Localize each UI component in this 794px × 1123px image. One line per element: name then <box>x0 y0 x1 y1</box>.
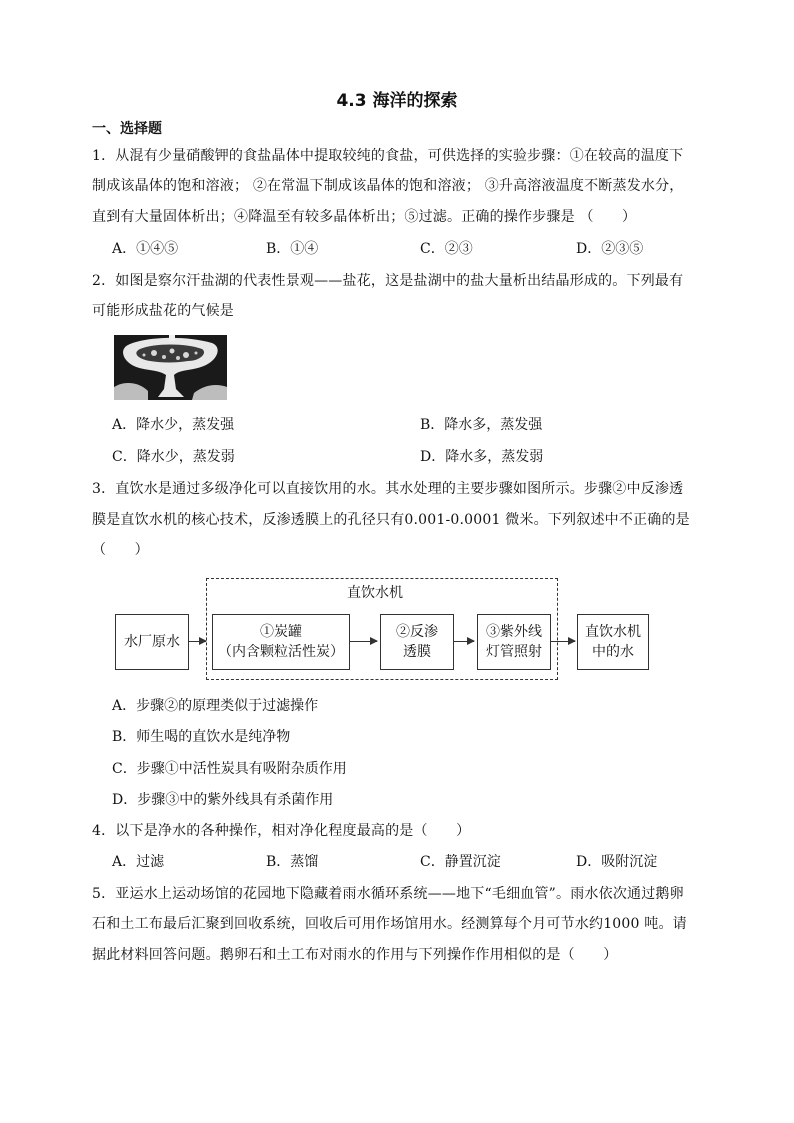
page-title: 4.3 海洋的探索 <box>336 91 458 111</box>
q4-option-b: B．蒸馏 <box>266 854 319 870</box>
step1-carbon-box <box>212 614 350 670</box>
q1-line-3: 直到有大量固体析出；④降温至有较多晶体析出；⑤过滤。正确的操作步骤是 （ ） <box>92 209 637 225</box>
q1-line-2: 制成该晶体的饱和溶液； ②在常温下制成该晶体的饱和溶液； ③升高溶液温度不断蒸发水分， <box>92 178 684 194</box>
q3-option-a: A．步骤②的原理类似于过滤操作 <box>112 698 319 714</box>
source-water-label: 水厂原水 <box>124 634 180 650</box>
section-heading: 一、选择题 <box>92 121 162 137</box>
q2-option-a: A．降水少，蒸发强 <box>112 417 235 433</box>
q4-option-c: C．静置沉淀 <box>420 854 501 870</box>
step3-uv-box <box>477 614 551 670</box>
q4-option-d: D．吸附沉淀 <box>576 854 658 870</box>
q4-option-a: A．过滤 <box>112 854 165 870</box>
output-water-box <box>577 614 649 670</box>
arrow-1 <box>189 641 206 642</box>
q3-line-3: （ ） <box>92 542 149 558</box>
salt-flower-image <box>114 335 227 400</box>
q2-option-b: B．降水多，蒸发强 <box>420 417 543 433</box>
q3-option-d: D．步骤③中的紫外线具有杀菌作用 <box>112 792 334 808</box>
q5-line-3: 据此材料回答问题。鹅卵石和土工布对雨水的作用与下列操作作用相似的是（ ） <box>92 947 618 963</box>
q1-option-b: B．①④ <box>266 241 319 257</box>
step3-label-line2: 灯管照射 <box>486 644 542 660</box>
q2-option-d: D．降水多，蒸发弱 <box>420 449 544 465</box>
output-label-line2: 中的水 <box>592 644 634 660</box>
arrow-4 <box>551 641 575 642</box>
q3-option-b: B．师生喝的直饮水是纯净物 <box>112 729 291 745</box>
q3-line-2: 膜是直饮水机的核心技术，反渗透膜上的孔径只有0.001-0.0001 微米。下列叙述中不正确的是 <box>92 512 690 528</box>
q1-option-c: C．②③ <box>420 241 473 257</box>
q2-line-1: 2．如图是察尔汗盐湖的代表性景观——盐花，这是盐湖中的盐大量析出结晶形成的。下列最有 <box>92 273 684 289</box>
step1-label-line1: ①炭罐 <box>260 624 302 640</box>
q1-option-d: D．②③⑤ <box>576 241 644 257</box>
step2-membrane-box <box>380 614 454 670</box>
step2-label-line2: 透膜 <box>403 644 431 660</box>
step3-label-line1: ③紫外线 <box>486 624 542 640</box>
q4-line-1: 4．以下是净水的各种操作，相对净化程度最高的是（ ） <box>92 823 471 839</box>
q5-line-2: 石和土工布最后汇聚到回收系统，回收后可用作场馆用水。经测算每个月可节水约1000 吨。请 <box>92 916 687 932</box>
arrow-2 <box>350 641 377 642</box>
step1-label-line2: （内含颗粒活性炭） <box>218 644 344 660</box>
step2-label-line1: ②反渗 <box>396 624 438 640</box>
source-water-box <box>115 614 189 670</box>
q2-option-c: C．降水少，蒸发弱 <box>112 449 235 465</box>
arrow-3 <box>454 641 474 642</box>
q1-option-a: A．①④⑤ <box>112 241 179 257</box>
q3-option-c: C．步骤①中活性炭具有吸附杂质作用 <box>112 761 347 777</box>
q1-line-1: 1．从混有少量硝酸钾的食盐晶体中提取较纯的食盐，可供选择的实验步骤：①在较高的温度下 <box>92 148 684 164</box>
q3-line-1: 3．直饮水是通过多级净化可以直接饮用的水。其水处理的主要步骤如图所示。步骤②中反渗透 <box>92 481 684 497</box>
q2-line-2: 可能形成盐花的气候是 <box>92 303 234 319</box>
output-label-line1: 直饮水机 <box>585 624 641 640</box>
q5-line-1: 5．亚运水上运动场馆的花园地下隐藏着雨水循环系统——地下“毛细血管”。雨水依次通过鹅卵 <box>92 886 684 902</box>
group-label: 直饮水机 <box>347 585 403 601</box>
